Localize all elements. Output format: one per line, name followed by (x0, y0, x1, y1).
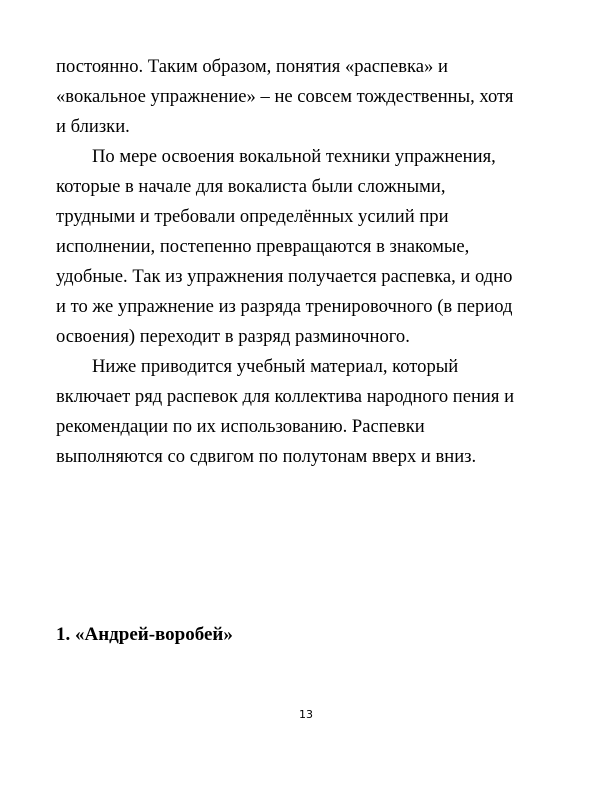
text-line-indented: Ниже приводится учебный материал, который (92, 356, 459, 377)
text-line: рекомендации по их использованию. Распевки (56, 416, 425, 437)
text-line: освоения) переходит в разряд разминочного. (56, 326, 410, 347)
text-line-indented: По мере освоения вокальной техники упражнения, (92, 146, 496, 167)
text-line: трудными и требовали определённых усилий при (56, 206, 449, 227)
text-line: «вокальное упражнение» – не совсем тождественны, хотя (56, 86, 514, 107)
text-line: и то же упражнение из разряда тренировочного (в период (56, 296, 513, 317)
body-text (56, 52, 566, 472)
paragraph-2 (56, 142, 566, 352)
text-line: включает ряд распевок для коллектива народного пения и (56, 386, 515, 407)
text-line: удобные. Так из упражнения получается распевка, и одно (56, 266, 513, 287)
paragraph-1 (56, 52, 566, 142)
text-line: выполняются со сдвигом по полутонам вверх и вниз. (56, 446, 477, 467)
text-line: которые в начале для вокалиста были сложными, (56, 176, 446, 197)
text-line: постоянно. Таким образом, понятия «распевка» и (56, 56, 448, 77)
text-line: и близки. (56, 116, 130, 137)
page-number: 13 (299, 708, 313, 721)
paragraph-3 (56, 352, 566, 472)
text-line: исполнении, постепенно превращаются в знакомые, (56, 236, 470, 257)
section-heading: 1. «Андрей-воробей» (56, 624, 233, 645)
